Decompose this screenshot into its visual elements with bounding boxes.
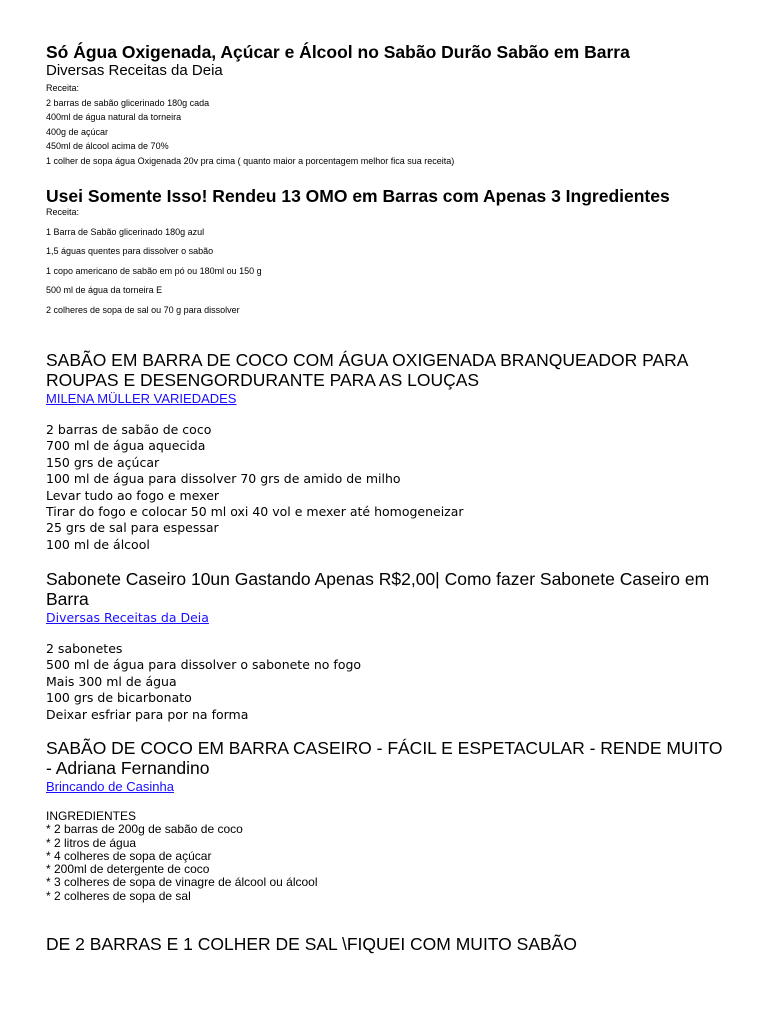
recipe-line: Receita: [46,83,80,93]
recipe-line: * 200ml de detergente de coco [46,862,210,877]
recipe-line: 400ml de água natural da torneira [46,112,182,122]
recipe-title: Usei Somente Isso! Rendeu 13 OMO em Barras com Apenas 3 Ingredientes [46,186,670,206]
recipe-line: 1 colher de sopa água Oxigenada 20v pra cima ( quanto maior a porcentagem melhor fica sua receita) [46,155,455,166]
recipe-title: SABÃO EM BARRA DE COCO COM ÁGUA OXIGENADA BRANQUEADOR PARA ROUPAS E DESENGORDURANTE PARA AS LOUÇAS [46,350,688,390]
recipe-section-3 [46,350,726,553]
recipe-section-2 [46,186,726,323]
recipe-title: SABÃO DE COCO EM BARRA CASEIRO - FÁCIL E ESPETACULAR - RENDE MUITO - Adriana Fernandino [46,738,723,778]
recipe-section-4 [46,569,726,723]
recipe-line: 500 ml de água da torneira E [46,285,163,295]
recipe-line: 1 Barra de Sabão glicerinado 180g azul [46,226,205,237]
recipe-line: 2 sabonetes [46,641,123,656]
recipe-line: Mais 300 ml de água [46,673,177,689]
recipe-section-6 [46,934,726,954]
recipe-title: DE 2 BARRAS E 1 COLHER DE SAL \FIQUEI COM MUITO SABÃO [46,934,577,954]
recipe-line: Tirar do fogo e colocar 50 ml oxi 40 vol e mexer até homogeneizar [46,504,464,520]
recipe-line: 2 barras de sabão de coco [46,422,212,437]
channel-link[interactable]: Brincando de Casinha [46,779,174,794]
recipe-line: 1,5 águas quentes para dissolver o sabão [46,246,214,256]
recipe-line: INGREDIENTES [46,809,137,823]
recipe-line: 2 barras de sabão glicerinado 180g cada [46,97,210,108]
recipe-line: * 4 colheres de sopa de açúcar [46,848,212,863]
recipe-line: Levar tudo ao fogo e mexer [46,487,220,503]
recipe-line: * 2 barras de 200g de sabão de coco [46,822,243,837]
recipe-title: Sabonete Caseiro 10un Gastando Apenas R$2,00| Como fazer Sabonete Caseiro em Barra [46,569,710,609]
recipe-line: 500 ml de água para dissolver o sabonete no fogo [46,657,362,673]
recipe-line: 450ml de álcool acima de 70% [46,141,169,151]
recipe-line: 400g de açúcar [46,126,109,137]
recipe-section-5 [46,738,726,903]
recipe-line: 100 grs de bicarbonato [46,690,192,706]
recipe-line: 1 copo americano de sabão em pó ou 180ml ou 150 g [46,265,262,276]
recipe-title: Só Água Oxigenada, Açúcar e Álcool no Sabão Durão Sabão em Barra [46,42,630,62]
channel-link[interactable]: Diversas Receitas da Deia [46,610,209,625]
channel-name: Diversas Receitas da Deia [46,62,223,79]
recipe-line: * 2 colheres de sopa de sal [46,888,191,903]
recipe-section-1 [46,42,726,168]
recipe-line: 100 ml de água para dissolver 70 grs de amido de milho [46,471,401,487]
recipe-line: * 2 litros de água [46,835,137,850]
recipe-line: 700 ml de água aquecida [46,438,206,454]
recipe-line: 2 colheres de sopa de sal ou 70 g para dissolver [46,304,240,315]
recipe-line: 25 grs de sal para espessar [46,520,219,536]
recipe-line: 150 grs de açúcar [46,454,160,470]
recipe-line: * 3 colheres de sopa de vinagre de álcool ou álcool [46,875,318,890]
recipe-line: Deixar esfriar para por na forma [46,706,249,722]
recipe-intro: Receita: [46,207,80,217]
channel-link[interactable]: MILENA MÜLLER VARIEDADES [46,391,237,406]
recipe-line: 100 ml de álcool [46,536,150,552]
